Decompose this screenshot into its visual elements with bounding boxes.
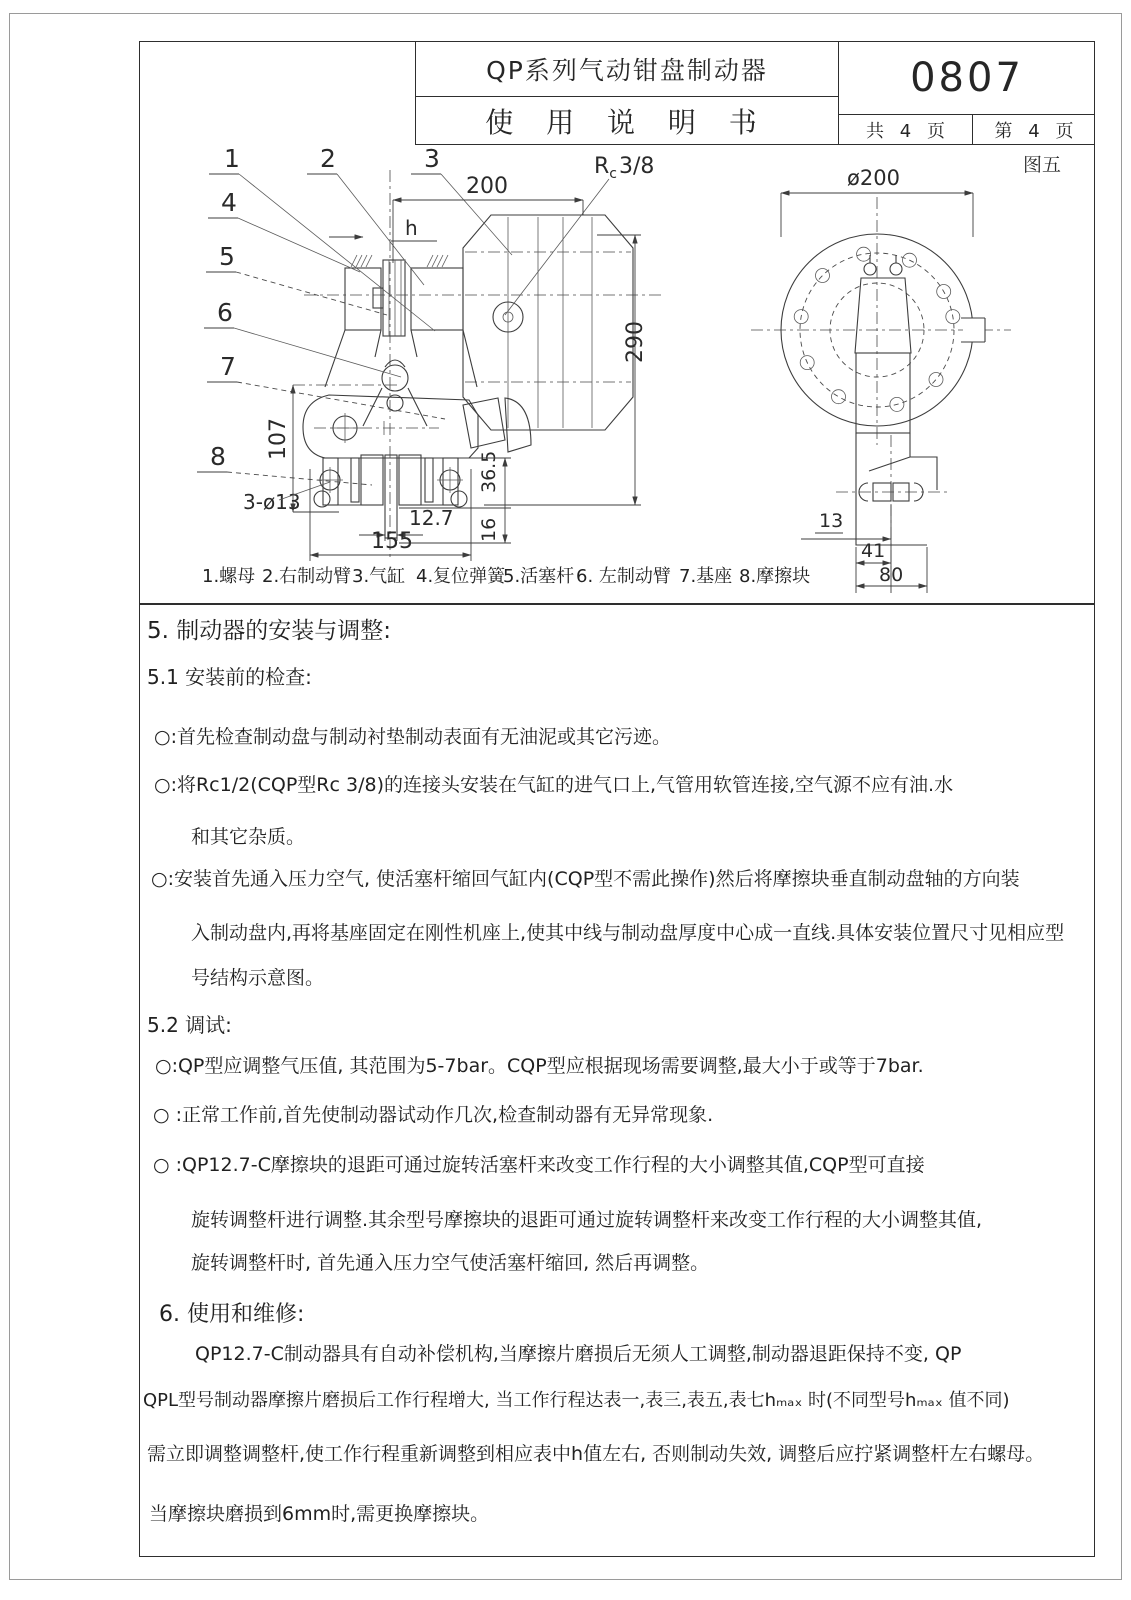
title-manual: 使 用 说 明 书 [415,97,838,145]
dim-16: 16 [478,517,500,542]
debug-item-3: ○ :QP12.7-C摩擦块的退距可通过旋转活塞杆来改变工作行程的大小调整其值,CQP型可直接 [153,1154,925,1176]
legend-item: 4.复位弹簧 [416,566,506,587]
legend-item: 7.基座 [679,566,733,587]
maintain-para-4: 当摩擦块磨损到6mm时,需更换摩擦块。 [149,1503,490,1525]
legend-item: 5.活塞杆 [503,566,575,587]
dim-12-7: 12.7 [409,506,454,530]
figure-caption: 图五 [1023,154,1062,176]
side-view [751,197,1011,577]
port-label: $R_c3/8$ [594,154,655,182]
check-item-3-cont2: 号结构示意图。 [191,967,325,989]
legend-item: 8.摩擦块 [739,566,811,587]
section-5-1-heading: 5.1 安装前的检查: [147,665,312,689]
balloon-5: 5 [219,242,235,271]
dim-200: 200 [466,174,508,199]
dim-13: 13 [819,510,844,532]
dim-155: 155 [371,529,413,554]
check-item-3: ○:安装首先通入压力空气, 使活塞杆缩回气缸内(CQP型不需此操作)然后将摩擦块垂直制动盘轴的方向装 [151,868,1020,890]
maintain-para-3: 需立即调整调整杆,使工作行程重新调整到相应表中h值左右, 否则制动失效, 调整后应拧紧调整杆左右螺母。 [147,1443,1045,1465]
dim-36-5: 36.5 [478,450,500,493]
debug-item-3-cont2: 旋转调整杆时, 首先通入压力空气使活塞杆缩回, 然后再调整。 [191,1252,710,1274]
check-item-1: ○:首先检查制动盘与制动衬垫制动表面有无油泥或其它污迹。 [154,726,671,748]
legend-item: 2.右制动臂 [262,566,352,587]
pages-total: 共 4 页 [838,115,972,145]
legend-item: 1.螺母 [202,566,256,587]
debug-item-2: ○ :正常工作前,首先使制动器试动作几次,检查制动器有无异常现象. [153,1104,714,1126]
front-view-centerlines [293,170,664,560]
balloon-8: 8 [210,442,226,471]
section-6-heading: 6. 使用和维修: [159,1302,305,1327]
dim-41: 41 [861,540,886,562]
dim-80: 80 [879,564,904,586]
part-balloons [197,145,512,485]
maintain-para-1: QP12.7-C制动器具有自动补偿机构,当摩擦片磨损后无须人工调整,制动器退距保持不变, QP [195,1343,962,1365]
maintain-para-2: QPL型号制动器摩擦片磨损后工作行程增大, 当工作行程达表一,表三,表五,表七hₘₐₓ 时(不同型号hₘₐₓ 值不同) [143,1390,1010,1411]
doc-number: 0807 [838,41,1095,115]
legend-item: 3.气缸 [352,566,406,587]
front-view-dimensions [243,174,648,561]
page-current: 第 4 页 [972,115,1095,145]
balloon-7: 7 [220,352,236,381]
section-5-2-heading: 5.2 调试: [147,1013,232,1037]
title-product: QP系列气动钳盘制动器 [415,41,838,97]
check-item-3-cont1: 入制动盘内,再将基座固定在刚性机座上,使其中线与制动盘厚度中心成一直线.具体安装位置尺寸见相应型 [191,922,1065,944]
balloon-1: 1 [224,145,240,173]
balloon-6: 6 [217,298,233,327]
balloon-4: 4 [221,188,237,217]
piston-assembly [325,255,477,426]
parts-legend [139,562,1095,588]
check-item-2: ○:将Rc1/2(CQP型Rc 3/8)的连接头安装在气缸的进气口上,气管用软管连接,空气源不应有油.水 [154,774,954,796]
dim-107: 107 [266,418,291,460]
debug-item-1: ○:QP型应调整气压值, 其范围为5-7bar。CQP型应根据现场需要调整,最大小于或等于7bar. [155,1055,924,1077]
balloon-3: 3 [424,145,440,173]
debug-item-3-cont1: 旋转调整杆进行调整.其余型号摩擦块的退距可通过旋转调整杆来改变工作行程的大小调整其值, [191,1209,983,1231]
h-label: h [405,216,418,240]
balloon-2: 2 [320,145,336,173]
dim-d200: ø200 [847,166,900,190]
brake-technical-drawing [139,145,1095,603]
dim-290: 290 [623,321,648,363]
air-cylinder [463,215,633,430]
section-5-heading: 5. 制动器的安装与调整: [147,618,392,644]
check-item-2-cont: 和其它杂质。 [191,826,306,848]
dim-3xd13: 3-ø13 [243,490,301,514]
legend-item: 6. 左制动臂 [576,566,671,587]
manual-body [139,603,1095,1557]
